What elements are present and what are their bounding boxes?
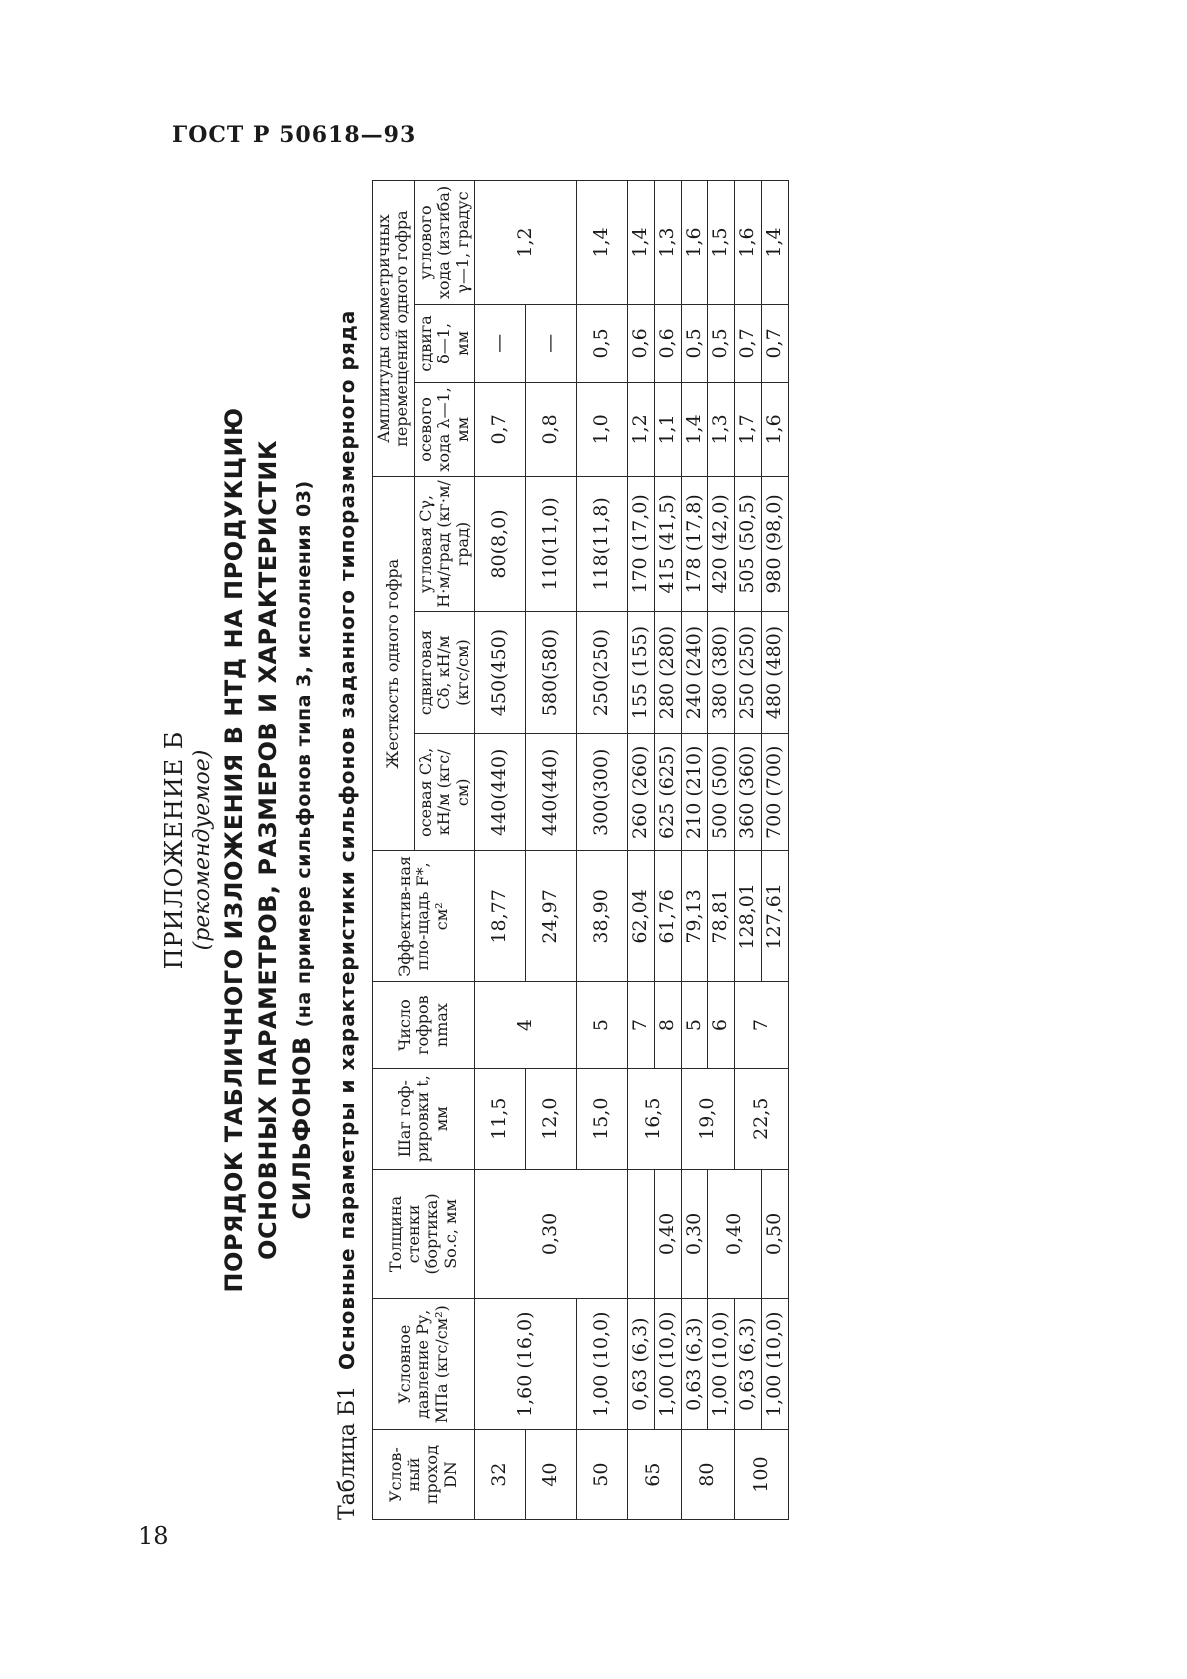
cell-shear-amplitude: 0,7 [762,305,789,383]
cell-pressure: 1,00 (10,0) [654,1299,681,1430]
cell-shear-stiffness: 450(450) [474,611,525,733]
cell-area: 62,04 [627,851,654,982]
cell-pitch: 12,0 [525,1068,576,1169]
cell-pitch: 11,5 [474,1068,525,1169]
appendix-title: ПРИЛОЖЕНИЕ Б [160,730,188,970]
table-row [762,181,789,1520]
heading-line-2: ОСНОВНЫХ ПАРАМЕТРОВ, РАЗМЕРОВ И ХАРАКТЕРИСТИК [254,440,282,1260]
header-amplitudes: Амплитуды симметричных перемещений одного гофра [373,181,415,477]
rotated-content [150,180,1050,1520]
header-pressure: Условное давление Pу, МПа (кгс/см²) [373,1299,475,1430]
cell-dn: 32 [474,1430,525,1520]
cell-dn: 65 [627,1430,681,1520]
table-caption: Основные параметры и характеристики сильфонов заданного типоразмерного ряда [335,309,359,1370]
table-row [735,181,762,1520]
cell-axial-amplitude: 1,4 [681,382,708,476]
cell-wall [627,1169,654,1299]
table-row [474,181,525,1520]
cell-area: 79,13 [681,851,708,982]
cell-dn: 80 [681,1430,735,1520]
cell-n: 4 [474,982,576,1068]
header-pitch: Шаг гоф-рировки t, мм [373,1068,475,1169]
cell-shear-amplitude: 0,6 [627,305,654,383]
cell-pressure: 1,00 (10,0) [576,1299,627,1430]
cell-angular-amplitude: 1,3 [654,181,681,305]
cell-area: 18,77 [474,851,525,982]
cell-shear-amplitude: 0,5 [708,305,735,383]
cell-angular-amplitude: 1,4 [576,181,627,305]
table-row [654,181,681,1520]
document-code: ГОСТ Р 50618—93 [172,122,417,148]
cell-pressure: 1,00 (10,0) [708,1299,735,1430]
cell-shear-stiffness: 250(250) [576,611,627,733]
cell-axial-amplitude: 1,2 [627,382,654,476]
appendix-note: (рекомендуемое) [190,749,215,951]
cell-shear-amplitude: — [474,305,525,383]
cell-pitch: 15,0 [576,1068,627,1169]
cell-shear-amplitude: 0,5 [681,305,708,383]
cell-n: 8 [654,982,681,1068]
cell-shear-stiffness: 480 (480) [762,611,789,733]
cell-angular-stiffness: 415 (41,5) [654,477,681,612]
cell-axial-amplitude: 0,7 [474,382,525,476]
cell-n: 6 [708,982,735,1068]
table-row [681,181,708,1520]
cell-wall: 0,50 [762,1169,789,1299]
header-shear-amplitude: сдвига δ—1, мм [414,305,474,383]
cell-axial-stiffness: 440(440) [474,734,525,851]
cell-pitch: 16,5 [627,1068,681,1169]
cell-n: 7 [735,982,789,1068]
cell-axial-stiffness: 700 (700) [762,734,789,851]
cell-axial-amplitude: 1,0 [576,382,627,476]
heading-line-3 [288,180,316,1520]
cell-pitch: 22,5 [735,1068,789,1169]
cell-axial-stiffness: 210 (210) [681,734,708,851]
cell-axial-stiffness: 260 (260) [627,734,654,851]
header-n: Число гофров nmax [373,982,475,1068]
header-shear-stiffness: сдвиговая Cδ, кН/м (кгс/см) [414,611,474,733]
heading-line-3-text: СИЛЬФОНОВ [288,1036,316,1220]
cell-wall: 0,40 [654,1169,681,1299]
cell-pitch: 19,0 [681,1068,735,1169]
cell-shear-amplitude: 0,7 [735,305,762,383]
parameters-table [372,180,789,1520]
header-angular-stiffness: угловая Cγ, Н·м/град (кг·м/град) [414,477,474,612]
cell-angular-amplitude: 1,4 [762,181,789,305]
table-row [708,181,735,1520]
cell-area: 127,61 [762,851,789,982]
cell-shear-stiffness: 155 (155) [627,611,654,733]
cell-shear-amplitude: — [525,305,576,383]
cell-angular-amplitude: 1,5 [708,181,735,305]
header-axial-stiffness: осевая Cλ, кН/м (кгс/см) [414,734,474,851]
table-row [576,181,627,1520]
cell-axial-amplitude: 1,1 [654,382,681,476]
cell-pressure: 0,63 (6,3) [627,1299,654,1430]
cell-angular-stiffness: 80(8,0) [474,477,525,612]
cell-wall: 0,40 [708,1169,762,1299]
page-number: 18 [138,1522,169,1550]
cell-dn: 100 [735,1430,789,1520]
header-stiffness: Жесткость одного гофра [373,477,415,851]
cell-angular-stiffness: 170 (17,0) [627,477,654,612]
cell-wall: 0,30 [474,1169,627,1299]
header-wall: Толщина стенки (бортика) Sо.с, мм [373,1169,475,1299]
cell-angular-stiffness: 505 (50,5) [735,477,762,612]
cell-angular-stiffness: 420 (42,0) [708,477,735,612]
cell-angular-amplitude: 1,6 [735,181,762,305]
cell-angular-stiffness: 178 (17,8) [681,477,708,612]
cell-shear-stiffness: 280 (280) [654,611,681,733]
cell-shear-stiffness: 380 (380) [708,611,735,733]
cell-shear-stiffness: 240 (240) [681,611,708,733]
cell-wall: 0,30 [681,1169,708,1299]
heading-line-1: ПОРЯДОК ТАБЛИЧНОГО ИЗЛОЖЕНИЯ В НТД НА ПРОДУКЦИЮ [220,407,248,1293]
heading-subtitle: (на примере сильфонов типа 3, исполнения 03) [293,480,315,1028]
header-angular-amplitude: углового хода (изгиба) γ—1, градус [414,181,474,305]
header-dn: Услов-ный проход DN [373,1430,475,1520]
cell-area: 24,97 [525,851,576,982]
cell-area: 61,76 [654,851,681,982]
cell-area: 38,90 [576,851,627,982]
cell-axial-stiffness: 300(300) [576,734,627,851]
cell-angular-amplitude: 1,6 [681,181,708,305]
cell-axial-amplitude: 1,6 [762,382,789,476]
cell-shear-amplitude: 0,5 [576,305,627,383]
cell-angular-amplitude: 1,4 [627,181,654,305]
cell-area: 128,01 [735,851,762,982]
cell-pressure: 0,63 (6,3) [735,1299,762,1430]
cell-axial-amplitude: 0,8 [525,382,576,476]
header-area: Эффектив-ная пло-щадь F*, см² [373,851,475,982]
cell-angular-amplitude: 1,2 [474,181,576,305]
cell-n: 7 [627,982,654,1068]
cell-pressure: 1,00 (10,0) [762,1299,789,1430]
table-row [627,181,654,1520]
cell-area: 78,81 [708,851,735,982]
cell-angular-stiffness: 118(11,8) [576,477,627,612]
cell-pressure: 0,63 (6,3) [681,1299,708,1430]
cell-shear-stiffness: 250 (250) [735,611,762,733]
cell-angular-stiffness: 110(11,0) [525,477,576,612]
header-axial-amplitude: осевого хода λ—1, мм [414,382,474,476]
cell-shear-amplitude: 0,6 [654,305,681,383]
cell-axial-stiffness: 360 (360) [735,734,762,851]
cell-axial-amplitude: 1,7 [735,382,762,476]
cell-dn: 50 [576,1430,627,1520]
cell-n: 5 [576,982,627,1068]
cell-shear-stiffness: 580(580) [525,611,576,733]
cell-angular-stiffness: 980 (98,0) [762,477,789,612]
cell-axial-amplitude: 1,3 [708,382,735,476]
cell-n: 5 [681,982,708,1068]
cell-pressure: 1,60 (16,0) [474,1299,576,1430]
cell-axial-stiffness: 440(440) [525,734,576,851]
cell-dn: 40 [525,1430,576,1520]
table-label: Таблица Б1 [335,1385,360,1520]
cell-axial-stiffness: 625 (625) [654,734,681,851]
cell-axial-stiffness: 500 (500) [708,734,735,851]
